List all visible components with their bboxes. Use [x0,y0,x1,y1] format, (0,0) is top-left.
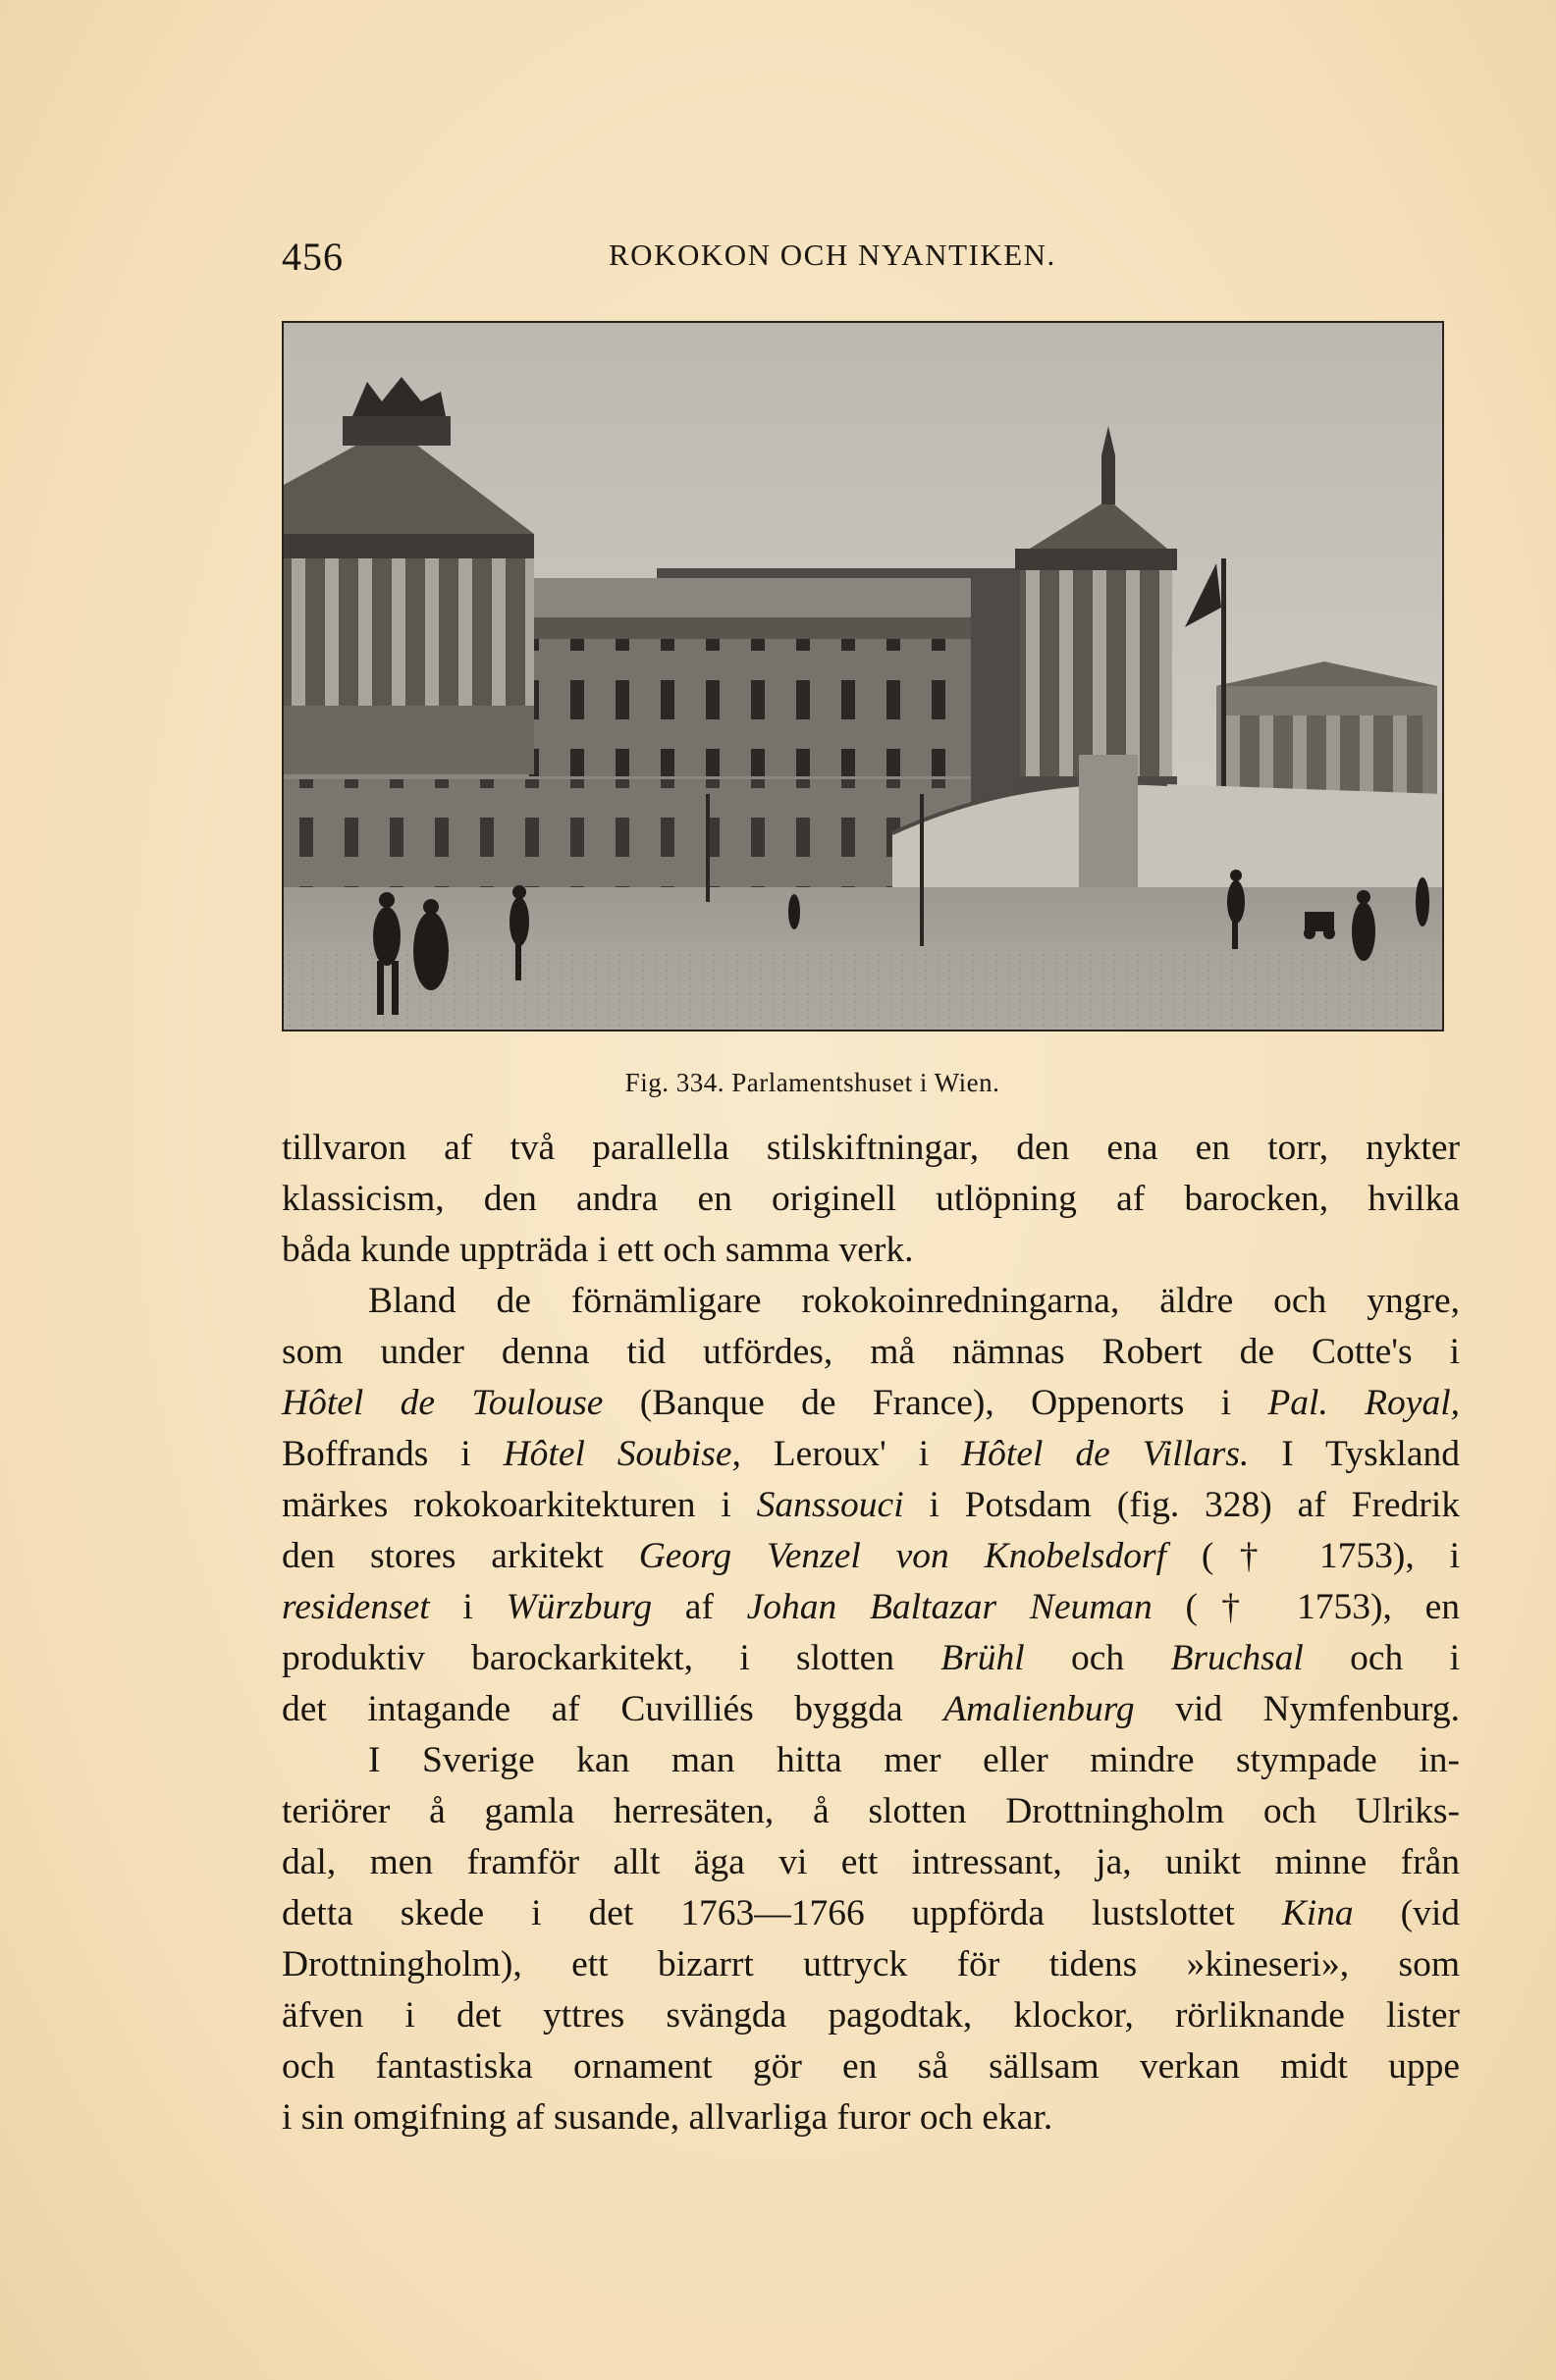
text-line: och fantastiska ornament gör en så sällsam verkan midt uppe [282,2046,1460,2087]
text-line [282,1684,1460,1735]
text-line [282,1429,1460,1480]
text-line: i sin omgifning af susande, allvarliga furor och ekar. [282,2097,1053,2138]
text-line [282,1531,1460,1582]
italic-title: Brühl [940,1638,1025,1678]
text-line [282,1378,1460,1429]
text-line: äfven i det yttres svängda pagodtak, klockor, rörliknande lister [282,1995,1460,2036]
text-span: i [429,1587,507,1627]
text-span: detta skede i det 1763—1766 uppförda lustslottet [282,1893,1282,1933]
text-span: Leroux' i [740,1434,962,1474]
running-title: ROKOKON OCH NYANTIKEN. [609,238,1056,272]
text-line: tillvaron af två parallella stilskiftningar, den ena en torr, nykter [282,1128,1460,1168]
text-span: i Potsdam (fig. 328) af Fredrik [903,1485,1460,1525]
text-line: Drottningholm), ett bizarrt uttryck för tidens »kineseri», som [282,1944,1460,1984]
text-line [282,1480,1460,1531]
text-span: märkes rokokoarkitekturen i [282,1485,757,1525]
text-span: († 1753), i [1166,1536,1460,1576]
italic-title: Hôtel de Toulouse [282,1383,604,1423]
text-line: Bland de förnämligare rokokoinredningarna, äldre och yngre, [368,1281,1460,1321]
italic-title: Bruchsal [1170,1638,1304,1678]
italic-name: Johan Baltazar Neuman [746,1587,1153,1627]
text-span: I Tyskland [1249,1434,1460,1474]
text-span: och [1024,1638,1171,1678]
text-line: dal, men framför allt äga vi ett intressant, ja, unikt minne från [282,1842,1460,1882]
body-text [282,1123,1460,2143]
text-span: produktiv barockarkitekt, i slotten [282,1638,941,1678]
italic-name: Georg Venzel von Knobelsdorf [638,1536,1167,1576]
italic-title: Kina [1281,1893,1354,1933]
caption-number: Fig. 334. [624,1068,724,1097]
italic-title: Sanssouci [756,1485,904,1525]
text-line [282,1633,1460,1684]
text-span: Boffrands i [282,1434,504,1474]
text-line [282,1582,1460,1633]
text-span: den stores arkitekt [282,1536,639,1576]
italic-title: residenset [282,1587,430,1627]
text-span: vid Nymfenburg. [1134,1689,1460,1729]
running-head [282,234,1438,283]
text-line [282,1888,1460,1939]
italic-title: Hôtel de Villars. [961,1434,1250,1474]
text-line: I Sverige kan man hitta mer eller mindre stympade in- [368,1740,1460,1780]
parliament-illustration [284,323,1442,1030]
figure-caption [0,1068,1556,1098]
text-line: båda kunde uppträda i ett och samma verk. [282,1230,914,1270]
text-span: (Banque de France), Oppenorts i [603,1383,1268,1423]
text-line: teriörer å gamla herresäten, å slotten Drottningholm och Ulriks- [282,1791,1460,1831]
text-span: och i [1303,1638,1460,1678]
text-span: (vid [1353,1893,1460,1933]
caption-text: Parlamentshuset i Wien. [731,1068,1000,1097]
text-span: af [652,1587,747,1627]
italic-title: Hôtel Soubise, [503,1434,741,1474]
page-number: 456 [282,235,344,279]
italic-title: Amalienburg [943,1689,1135,1729]
text-line: klassicism, den andra en originell utlöpning af barocken, hvilka [282,1179,1460,1219]
italic-title: Pal. Royal, [1267,1383,1460,1423]
text-line: som under denna tid utfördes, må nämnas Robert de Cotte's i [282,1332,1460,1372]
text-span: det intagande af Cuvilliés byggda [282,1689,944,1729]
italic-title: Würzburg [506,1587,653,1627]
text-span: († 1753), en [1152,1587,1460,1627]
figure-photograph-parliament [282,321,1444,1031]
